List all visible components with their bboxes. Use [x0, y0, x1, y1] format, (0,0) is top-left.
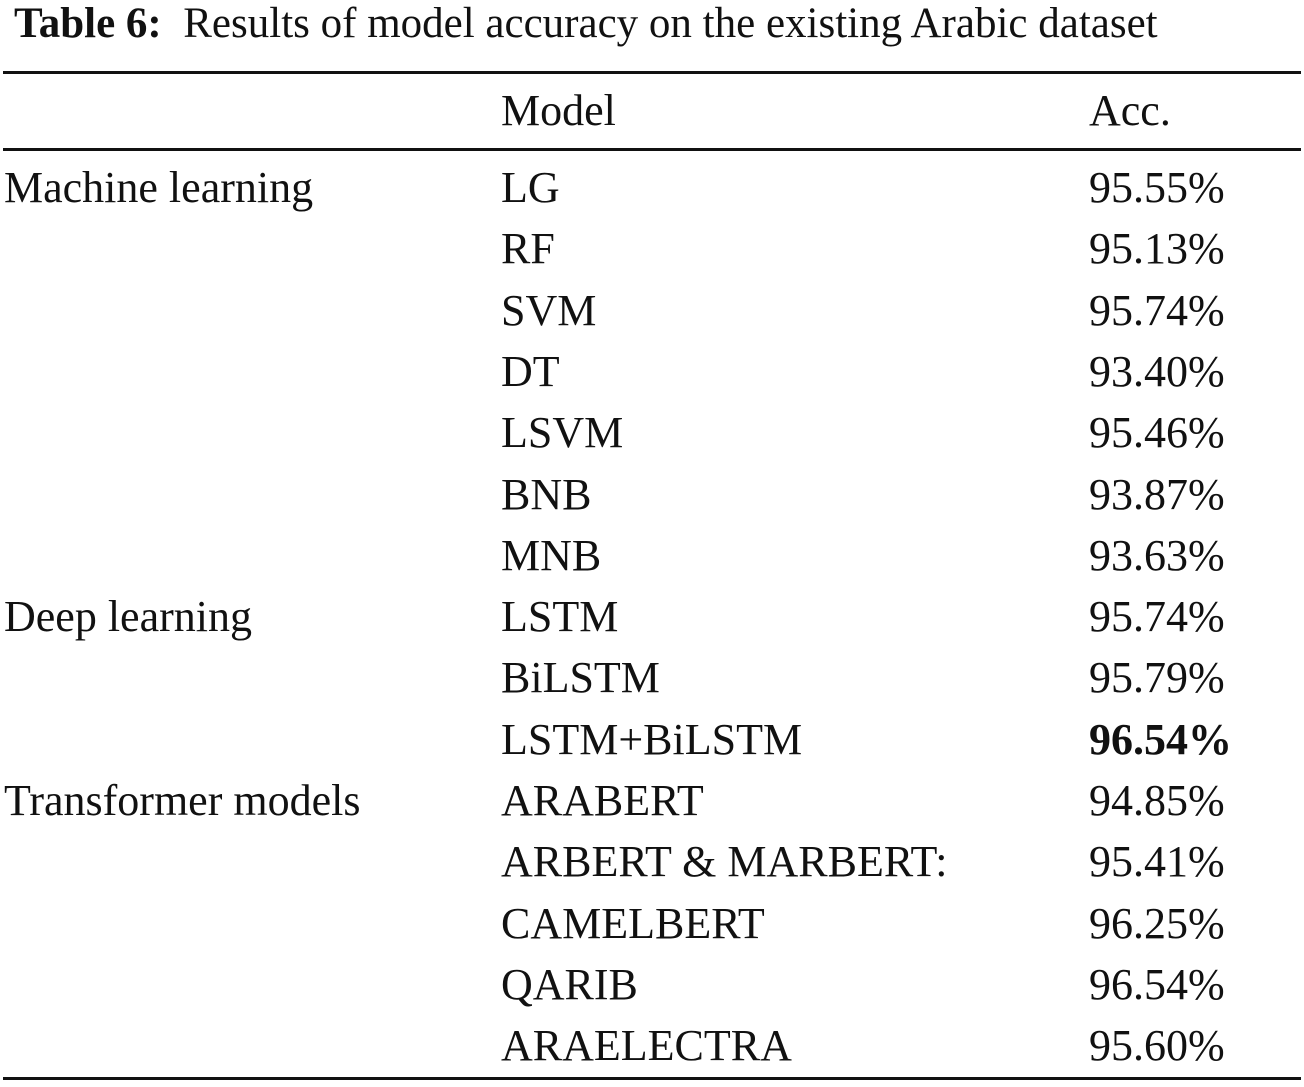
- row-accuracy: 96.54%: [1089, 715, 1232, 764]
- row-accuracy: 95.55%: [1089, 163, 1225, 212]
- row-accuracy: 94.85%: [1089, 776, 1225, 825]
- row-category: Transformer models: [4, 776, 361, 825]
- row-model: RF: [501, 224, 555, 273]
- header-accuracy: Acc.: [1089, 86, 1171, 135]
- row-accuracy: 95.46%: [1089, 408, 1225, 457]
- row-model: BNB: [501, 470, 592, 519]
- row-accuracy: 96.25%: [1089, 899, 1225, 948]
- row-accuracy: 93.63%: [1089, 531, 1225, 580]
- bottom-rule: [3, 1077, 1301, 1080]
- row-model: LSVM: [501, 408, 624, 457]
- row-accuracy: 95.41%: [1089, 837, 1225, 886]
- row-model: BiLSTM: [501, 653, 660, 702]
- row-category: Machine learning: [4, 163, 314, 212]
- row-model: ARABERT: [501, 776, 704, 825]
- row-model: ARBERT & MARBERT:: [501, 837, 948, 886]
- row-model: SVM: [501, 286, 597, 335]
- row-accuracy: 95.79%: [1089, 653, 1225, 702]
- row-accuracy: 93.40%: [1089, 347, 1225, 396]
- row-model: CAMELBERT: [501, 899, 765, 948]
- row-model: LSTM: [501, 592, 619, 641]
- row-accuracy: 95.74%: [1089, 286, 1225, 335]
- table-caption: [14, 0, 1158, 48]
- header-model: Model: [501, 86, 616, 135]
- top-rule: [3, 71, 1301, 74]
- row-accuracy: 96.54%: [1089, 960, 1225, 1009]
- row-model: ARAELECTRA: [501, 1021, 792, 1070]
- row-accuracy: 95.60%: [1089, 1021, 1225, 1070]
- row-model: DT: [501, 347, 560, 396]
- row-category: Deep learning: [4, 592, 252, 641]
- row-model: QARIB: [501, 960, 638, 1009]
- caption-text: Results of model accuracy on the existing Arabic dataset: [183, 0, 1158, 47]
- row-model: LG: [501, 163, 560, 212]
- row-model: LSTM+BiLSTM: [501, 715, 803, 764]
- row-model: MNB: [501, 531, 602, 580]
- row-accuracy: 93.87%: [1089, 470, 1225, 519]
- caption-label: Table 6:: [14, 0, 162, 47]
- row-accuracy: 95.74%: [1089, 592, 1225, 641]
- row-accuracy: 95.13%: [1089, 224, 1225, 273]
- header-rule: [3, 148, 1301, 151]
